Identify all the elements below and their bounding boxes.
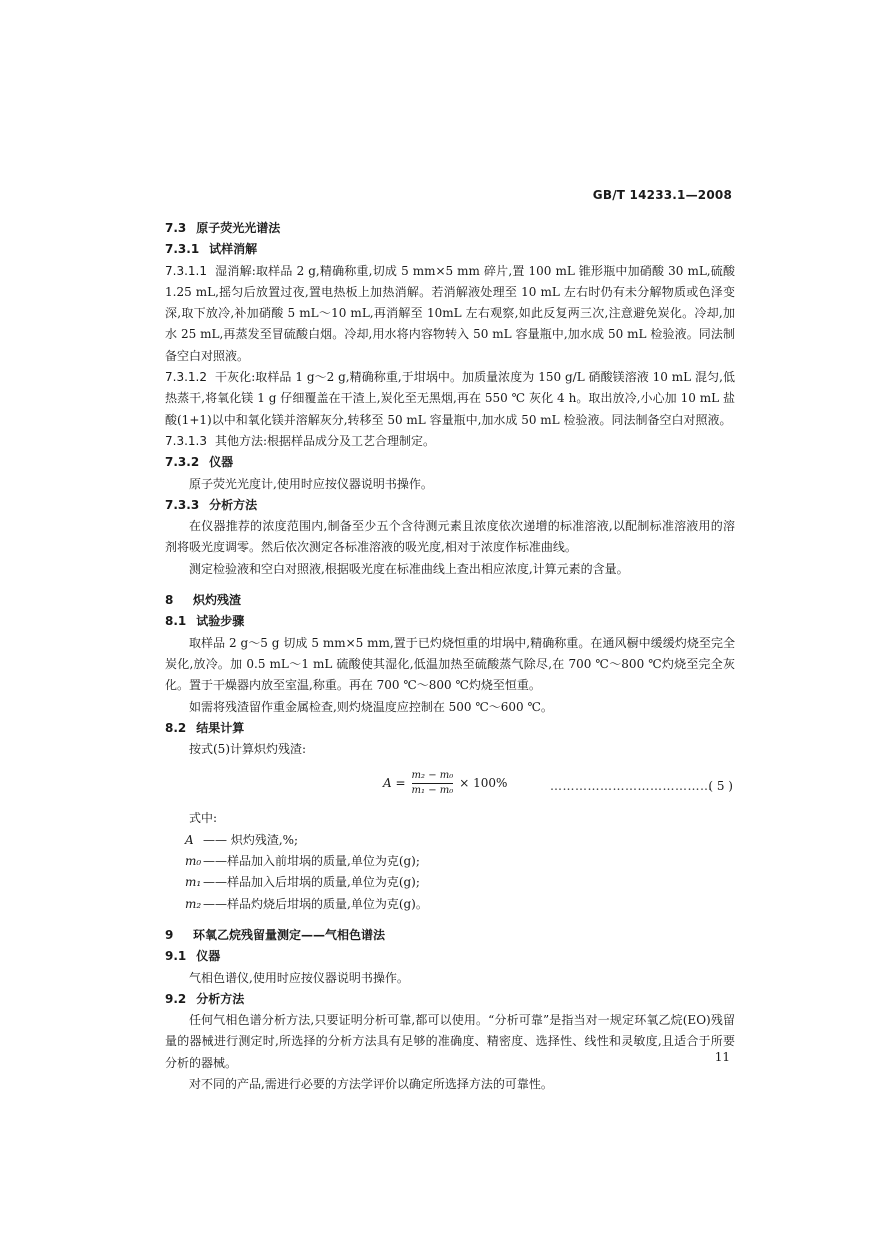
formula-expression [383,770,507,797]
body-text: 对不同的产品,需进行必要的方法学评价以确定所选择方法的可靠性。 [189,1076,553,1091]
variable-definition: m₀ ——样品加入前坩埚的质量,单位为克(g); [185,854,420,869]
clause-paragraph: 7.3.1.1 湿消解:取样品 2 g,精确称重,切成 5 mm×5 mm 碎片,置 100 mL 锥形瓶中加硝酸 30 mL,硫酸 1.25 mL,摇匀后放置过夜,置电热板上加热消解。若消解液处理至 10 mL 左右时仍有未分解物质或色泽变深,取下放冷,补加硝酸 5 mL～10 mL,再消解至 10mL 左右观察,如此反复两三次,注意避免炭化。冷却,加水 25 mL,再蒸发至冒硫酸白烟。冷却,用水将内容物转入 50 mL 容量瓶中,加水成 50 mL 检验液。同法制备空白对照液。 [165,263,735,363]
clause-paragraph: 7.3.1.3 其他方法:根据样品成分及工艺合理制定。 [165,433,436,448]
body-text: 气相色谱仪,使用时应按仪器说明书操作。 [189,970,409,985]
clause-paragraph: 7.3.1.2 干灰化:取样品 1 g～2 g,精确称重,于坩埚中。加质量浓度为 150 g/L 硝酸镁溶液 10 mL 混匀,低热蒸干,将氧化镁 1 g 仔细覆盖在干渣上,炭化至无黑烟,再在 550 ℃ 灰化 4 h。取出放冷,小心加 10 mL 盐酸(1+1)以中和氧化镁并溶解灰分,转移至 50 mL 容量瓶中,加水成 50 mL 检验液。同法制备空白对照液。 [165,370,735,427]
standard-code: GB/T 14233.1—2008 [592,188,732,202]
section-heading: 8.2 结果计算 [165,720,245,735]
equation-number: ( 5 ) [708,779,733,794]
formula-5 [165,764,735,806]
document-body [165,218,735,1095]
formula-fraction [412,770,454,797]
variable-definition: A —— 炽灼残渣,%; [185,832,299,847]
leader-dots: ………………………………… [550,779,713,794]
section-heading: 8.1 试验步骤 [165,614,245,629]
variable-definition: m₂ ——样品灼烧后坩埚的质量,单位为克(g)。 [185,896,428,911]
body-text: 按式(5)计算炽灼残渣: [189,742,307,757]
chapter-heading: 9 环氧乙烷残留量测定——气相色谱法 [165,927,386,942]
fraction-numerator: m₂ − m₀ [411,770,454,782]
formula-lhs: A = [383,776,406,791]
page-number: 11 [714,1050,730,1064]
section-heading: 7.3.3 分析方法 [165,497,258,512]
chapter-heading: 8 炽灼残渣 [165,593,242,608]
body-text: 式中: [189,811,218,826]
body-text: 测定检验液和空白对照液,根据吸光度在标准曲线上查出相应浓度,计算元素的含量。 [189,561,629,576]
section-heading: 7.3.1 试样消解 [165,242,258,257]
section-heading: 9.2 分析方法 [165,991,245,1006]
formula-tail: × 100% [459,776,508,791]
body-text: 任何气相色谱分析方法,只要证明分析可靠,都可以使用。“分析可靠”是指当对一规定环氧乙烷(EO)残留量的器械进行测定时,所选择的分析方法具有足够的准确度、精密度、选择性、线性和灵敏度,且适合于所要分析的器械。 [165,1013,735,1070]
section-heading: 9.1 仪器 [165,949,221,964]
body-text: 如需将残渣留作重金属检查,则灼烧温度应控制在 500 ℃～600 ℃。 [189,699,553,714]
section-heading: 7.3 原子荧光光谱法 [165,221,281,235]
fraction-denominator: m₁ − m₀ [411,785,454,797]
body-text: 在仪器推荐的浓度范围内,制备至少五个含待测元素且浓度依次递增的标准溶液,以配制标准溶液用的溶剂将吸光度调零。然后依次测定各标准溶液的吸光度,相对于浓度作标准曲线。 [165,519,735,555]
section-heading: 7.3.2 仪器 [165,455,234,470]
variable-definition: m₁ ——样品加入后坩埚的质量,单位为克(g); [185,875,420,890]
body-text: 原子荧光光度计,使用时应按仪器说明书操作。 [189,476,433,491]
body-text: 取样品 2 g～5 g 切成 5 mm×5 mm,置于已灼烧恒重的坩埚中,精确称重。在通风橱中缓缓灼烧至完全炭化,放冷。加 0.5 mL～1 mL 硫酸使其湿化,低温加热至硫酸蒸气除尽,在 700 ℃～800 ℃灼烧至完全灰化。置于干燥器内放至室温,称重。再在 700 ℃～800 ℃灼烧至恒重。 [165,635,735,693]
